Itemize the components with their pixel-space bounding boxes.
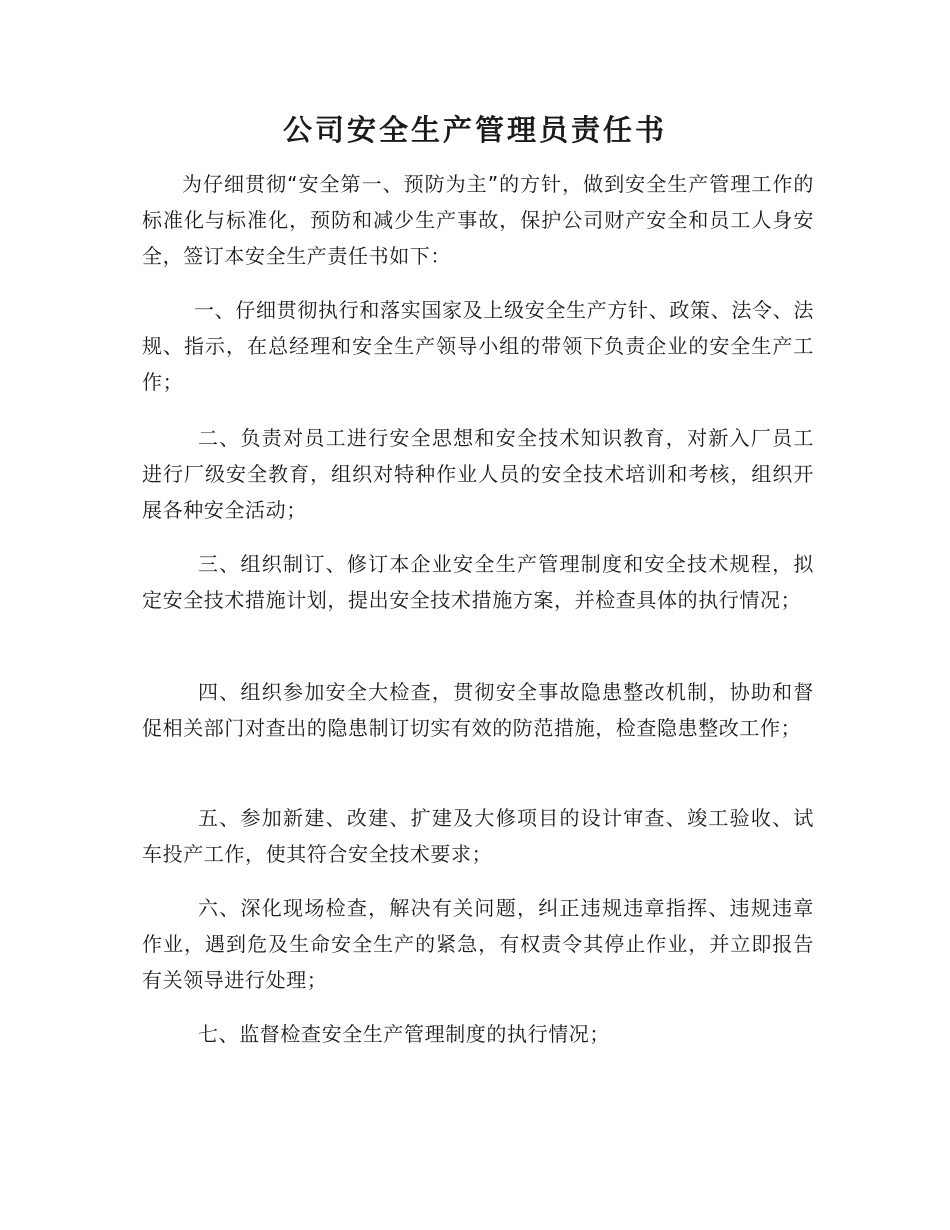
intro-paragraph: 为仔细贯彻“安全第一、预防为主”的方针，做到安全生产管理工作的标准化与标准化，预防和减少生产事故，保护公司财产安全和员工人身安全，签订本安全生产责任书如下： <box>142 172 814 268</box>
document-title: 公司安全生产管理员责任书 <box>282 113 667 147</box>
clause-6: 六、深化现场检查，解决有关问题，纠正违规违章指挥、违规违章作业，遇到危及生命安全生产的紧急，有权责令其停止作业，并立即报告有关领导进行处理； <box>142 896 814 992</box>
clause-3: 三、组织制订、修订本企业安全生产管理制度和安全技术规程，拟定安全技术措施计划，提出安全技术措施方案，并检查具体的执行情况； <box>142 552 814 612</box>
clause-5: 五、参加新建、改建、扩建及大修项目的设计审查、竣工验收、试车投产工作，使其符合安全技术要求； <box>142 806 814 866</box>
clause-1: 一、仔细贯彻执行和落实国家及上级安全生产方针、政策、法令、法规、指示，在总经理和安全生产领导小组的带领下负责企业的安全生产工作； <box>142 298 814 394</box>
clause-2: 二、负责对员工进行安全思想和安全技术知识教育，对新入厂员工进行厂级安全教育，组织对特种作业人员的安全技术培训和考核，组织开展各种安全活动； <box>142 426 814 522</box>
clause-7: 七、监督检查安全生产管理制度的执行情况； <box>198 1022 610 1046</box>
clause-4: 四、组织参加安全大检查，贯彻安全事故隐患整改机制，协助和督促相关部门对查出的隐患制订切实有效的防范措施，检查隐患整改工作； <box>142 680 814 740</box>
